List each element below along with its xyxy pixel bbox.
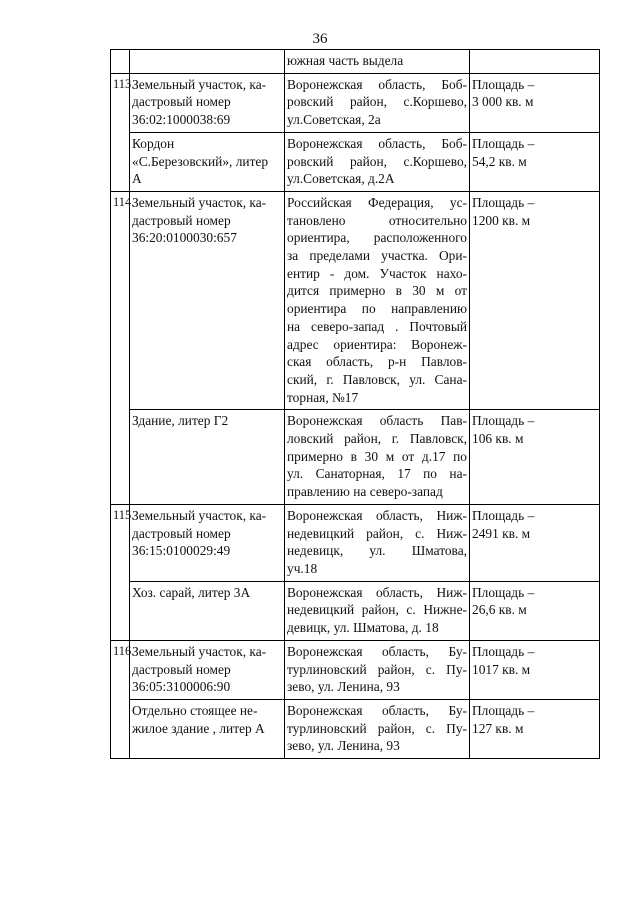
- object-area-cell: [470, 132, 600, 191]
- table-row: [111, 132, 600, 191]
- object-area-line: 106 кв. м: [472, 431, 524, 447]
- object-name-cell: [130, 132, 285, 191]
- object-area-line: Площадь –: [472, 135, 535, 151]
- object-address-line: турлиновский район, с. Пу-: [287, 720, 467, 736]
- object-address-line: ориентира, расположенного: [287, 230, 467, 246]
- object-area-line: 3 000 кв. м: [472, 94, 534, 110]
- object-address-line: ентир - дом. Участок нахо-: [287, 265, 467, 281]
- object-name-line: Хоз. сарай, литер 3А: [132, 584, 251, 600]
- object-address-line: Воронежская область, Бу-: [287, 643, 467, 659]
- name-cell: [130, 50, 285, 74]
- object-name-line: Земельный участок, ка-: [132, 194, 267, 210]
- object-area-cell: [470, 191, 600, 409]
- object-name-line: дастровый номер: [132, 525, 231, 541]
- object-address-cell: [285, 132, 470, 191]
- object-name-line: дастровый номер: [132, 661, 231, 677]
- object-address-line: Воронежская область Пав-: [287, 413, 467, 429]
- object-name-cell: [130, 581, 285, 640]
- object-address-cell: [285, 581, 470, 640]
- table-row-continuation: [111, 50, 600, 74]
- object-name-line: Кордон: [132, 135, 175, 151]
- table-row: [111, 191, 600, 409]
- object-name-line: 36:15:0100029:49: [132, 543, 231, 559]
- object-address-line: уч.18: [287, 560, 318, 576]
- table-row: [111, 410, 600, 505]
- table-row: [111, 73, 600, 132]
- number-cell: [111, 50, 130, 74]
- object-name-cell: [130, 73, 285, 132]
- object-address-cell: [285, 410, 470, 505]
- property-table: [110, 49, 600, 759]
- object-address-cell: [285, 699, 470, 758]
- object-area-line: 1200 кв. м: [472, 212, 531, 228]
- object-address-cell: [285, 640, 470, 699]
- object-name-cell: [130, 699, 285, 758]
- object-address-line: недевицкий район, с. Нижне-: [287, 602, 467, 618]
- object-area-cell: [470, 581, 600, 640]
- object-address-line: ловский район, г. Павловск,: [287, 431, 467, 447]
- area-cell: [470, 50, 600, 74]
- object-area-line: Площадь –: [472, 194, 535, 210]
- object-area-line: Площадь –: [472, 413, 535, 429]
- object-address-line: адрес ориентира: Воронеж-: [287, 336, 467, 352]
- object-name-cell: [130, 640, 285, 699]
- object-address-cell: [285, 73, 470, 132]
- object-area-cell: [470, 73, 600, 132]
- object-address-line: ровский район, с.Коршево,: [287, 153, 467, 169]
- object-address-line: зево, ул. Ленина, 93: [287, 679, 400, 695]
- object-address-line: Российская Федерация, ус-: [287, 194, 467, 210]
- object-area-line: Площадь –: [472, 643, 535, 659]
- object-address-cell: [285, 191, 470, 409]
- object-name-cell: [130, 410, 285, 505]
- object-area-line: 127 кв. м: [472, 720, 524, 736]
- object-area-line: Площадь –: [472, 584, 535, 600]
- table-row: [111, 640, 600, 699]
- object-area-line: 26,6 кв. м: [472, 602, 527, 618]
- object-address-line: недевицк, ул. Шматова,: [287, 543, 467, 559]
- object-address-line: ровский район, с.Коршево,: [287, 94, 467, 110]
- entry-number: 115.: [111, 504, 130, 640]
- object-address-line: ориентира по направлению: [287, 301, 467, 317]
- table-row: [111, 581, 600, 640]
- object-area-line: 54,2 кв. м: [472, 153, 527, 169]
- object-address-line: ул. Санаторная, 17 по на-: [287, 466, 467, 482]
- object-name-line: 36:20:0100030:657: [132, 230, 237, 246]
- continuation-text: южная часть выдела: [285, 50, 470, 74]
- entry-number: 114.: [111, 191, 130, 504]
- object-name-line: Земельный участок, ка-: [132, 643, 267, 659]
- object-address-line: Воронежская область, Боб-: [287, 135, 467, 151]
- object-address-line: за пределами участка. Ори-: [287, 248, 467, 264]
- object-area-line: Площадь –: [472, 76, 535, 92]
- object-name-line: 36:02:1000038:69: [132, 112, 231, 128]
- object-area-line: Площадь –: [472, 702, 535, 718]
- object-address-line: ул.Советская, д.2А: [287, 171, 395, 187]
- object-address-cell: [285, 504, 470, 581]
- object-name-line: жилое здание , литер А: [132, 720, 265, 736]
- object-address-line: тановлено относительно: [287, 212, 467, 228]
- object-area-cell: [470, 640, 600, 699]
- object-name-line: Земельный участок, ка-: [132, 76, 267, 92]
- object-area-cell: [470, 410, 600, 505]
- object-name-line: А: [132, 171, 142, 187]
- object-area-cell: [470, 504, 600, 581]
- object-address-line: Воронежская область, Бу-: [287, 702, 467, 718]
- table-body: [111, 50, 600, 759]
- object-address-line: девицк, ул. Шматова, д. 18: [287, 620, 439, 636]
- object-area-line: 2491 кв. м: [472, 525, 531, 541]
- object-address-line: недевицкий район, с. Ниж-: [287, 525, 467, 541]
- entry-number: 116.: [111, 640, 130, 758]
- object-address-line: правлению на северо-запад: [287, 484, 443, 500]
- object-address-line: примерно в 30 м от д.17 по: [287, 448, 467, 464]
- object-address-line: Воронежская область, Ниж-: [287, 584, 467, 600]
- object-address-line: ская область, р-н Павлов-: [287, 354, 467, 370]
- object-address-line: турлиновский район, с. Пу-: [287, 661, 467, 677]
- object-address-line: Воронежская область, Боб-: [287, 76, 467, 92]
- object-area-line: 1017 кв. м: [472, 661, 531, 677]
- object-address-line: Воронежская область, Ниж-: [287, 507, 467, 523]
- object-name-line: дастровый номер: [132, 212, 231, 228]
- page-number: 36: [312, 31, 328, 47]
- object-name-line: Земельный участок, ка-: [132, 507, 267, 523]
- object-address-line: на северо-запад . Почтовый: [287, 318, 467, 334]
- object-name-line: Здание, литер Г2: [132, 413, 229, 429]
- object-name-line: Отдельно стоящее не-: [132, 702, 258, 718]
- object-name-cell: [130, 191, 285, 409]
- object-address-line: торная, №17: [287, 389, 359, 405]
- object-name-cell: [130, 504, 285, 581]
- object-name-line: дастровый номер: [132, 94, 231, 110]
- object-address-line: дится примерно в 30 м от: [287, 283, 467, 299]
- object-area-line: Площадь –: [472, 507, 535, 523]
- entry-number: 113.: [111, 73, 130, 191]
- table-row: [111, 699, 600, 758]
- object-address-line: ул.Советская, 2а: [287, 112, 381, 128]
- object-area-cell: [470, 699, 600, 758]
- object-name-line: 36:05:3100006:90: [132, 679, 231, 695]
- object-address-line: зево, ул. Ленина, 93: [287, 738, 400, 754]
- object-address-line: ский, г. Павловск, ул. Сана-: [287, 371, 467, 387]
- table-row: [111, 504, 600, 581]
- object-name-line: «С.Березовский», литер: [132, 153, 269, 169]
